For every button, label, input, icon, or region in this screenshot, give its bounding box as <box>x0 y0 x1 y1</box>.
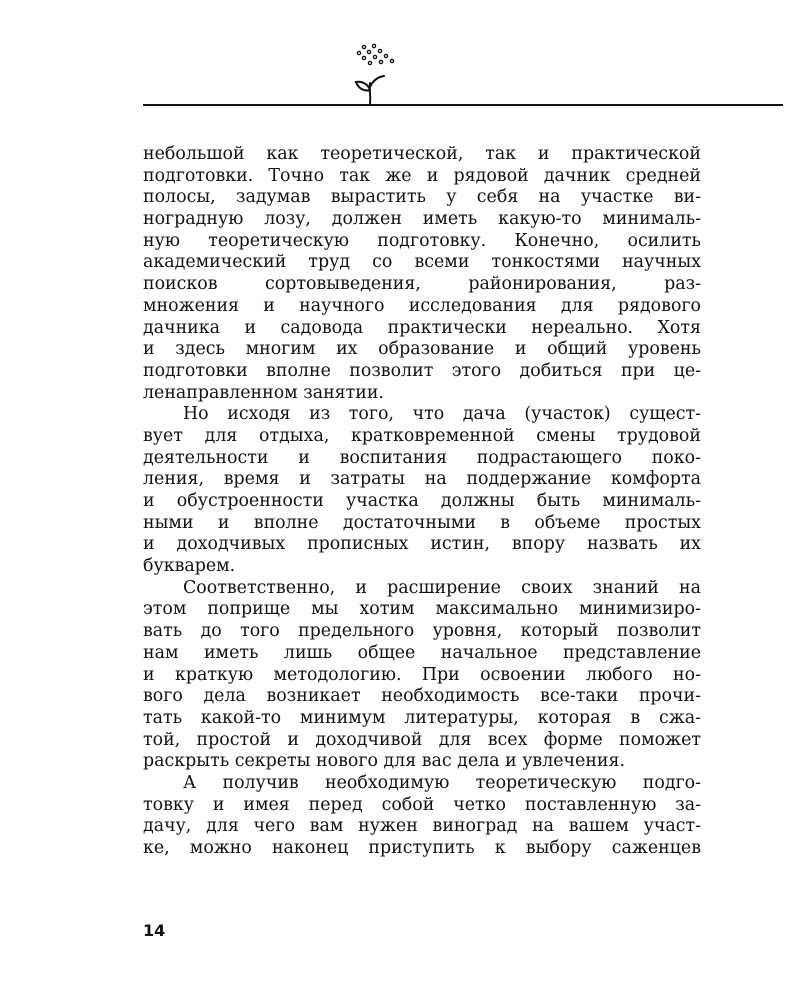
text-line: этом поприще мы хотим максимально минимизиро- <box>143 599 701 620</box>
text-line: той, простой и доходчивой для всех форме поможет <box>143 729 701 750</box>
text-line: множения и научного исследования для рядового <box>143 295 701 316</box>
body-text <box>143 144 701 860</box>
text-line: ную теоретическую подготовку. Конечно, осилить <box>143 230 701 251</box>
text-line: поисков сортовыведения, районирования, раз- <box>143 274 701 295</box>
text-line: ноградную лозу, должен иметь какую-то минималь- <box>143 209 701 230</box>
text-line: Но исходя из того, что дача (участок) сущест- <box>183 404 701 425</box>
paragraph <box>143 773 701 860</box>
text-line: товку и имея перед собой четко поставленную за- <box>143 794 701 815</box>
text-line: Соответственно, и расширение своих знаний на <box>183 577 701 598</box>
text-line: подготовки. Точно так же и рядовой дачник средней <box>143 165 701 186</box>
text-line: ными и вполне достаточными в объеме простых <box>143 512 701 533</box>
text-line: дачу, для чего вам нужен виноград на вашем участ- <box>143 816 701 837</box>
paragraph <box>143 144 701 404</box>
page-number: 14 <box>143 921 166 940</box>
text-line: ленаправленном занятии. <box>143 382 384 403</box>
text-line: букварем. <box>143 556 236 577</box>
text-line: тать какой-то минимум литературы, которая в сжа- <box>143 707 701 728</box>
text-line: раскрыть секреты нового для вас дела и увлечения. <box>143 751 626 772</box>
text-line: ления, время и затраты на поддержание комфорта <box>143 469 701 490</box>
paragraph <box>143 578 701 773</box>
text-line: деятельности и воспитания подрастающего поко- <box>143 447 701 468</box>
text-line: вует для отдыха, кратковременной смены трудовой <box>143 425 701 446</box>
text-line: А получив необходимую теоретическую подго- <box>183 772 701 793</box>
text-line: вого дела возникает необходимость все-таки прочи- <box>143 686 701 707</box>
text-line: небольшой как теоретической, так и практической <box>143 144 701 164</box>
text-line: и обустроенности участка должны быть минималь- <box>143 491 701 511</box>
text-line: полосы, задумав вырастить у себя на участке ви- <box>143 187 701 208</box>
text-line: нам иметь лишь общее начальное представление <box>143 642 701 663</box>
text-line: и краткую методологию. При освоении любого но- <box>143 664 701 685</box>
text-line: вать до того предельного уровня, который позволит <box>143 621 701 642</box>
text-line: дачника и садовода практически нереально. Хотя <box>143 317 701 338</box>
text-line: ке, можно наконец приступить к выбору саженцев <box>143 838 701 858</box>
text-line: и доходчивых прописных истин, впору назвать их <box>143 534 701 555</box>
text-line: академический труд со всеми тонкостями научных <box>143 252 701 273</box>
text-line: подготовки вполне позволит этого добиться при це- <box>143 360 701 381</box>
paragraph <box>143 404 701 578</box>
header-rule <box>143 104 783 106</box>
text-line: и здесь многим их образование и общий уровень <box>143 339 701 360</box>
raindrops-sprout-icon <box>340 40 410 110</box>
